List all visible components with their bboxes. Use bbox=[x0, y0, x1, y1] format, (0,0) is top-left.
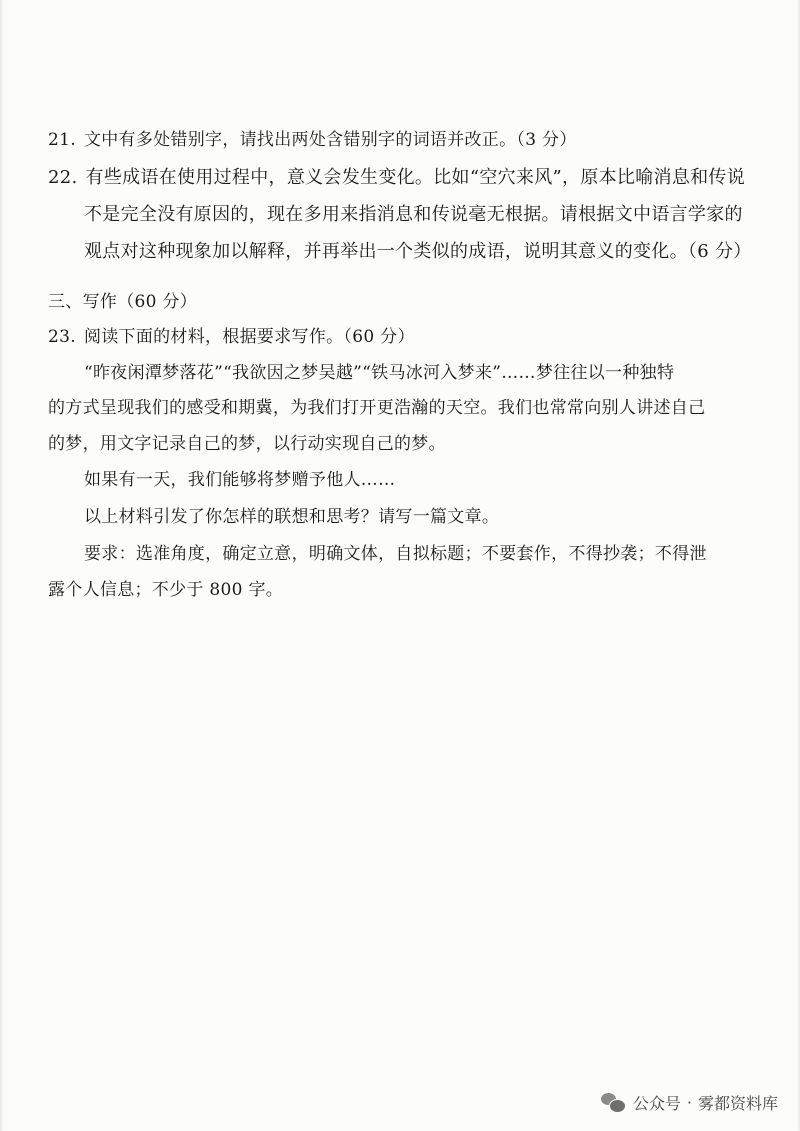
section-heading: 三、写作（60 分） bbox=[48, 292, 198, 312]
question-23 bbox=[48, 325, 415, 349]
question-22-line-3: 观点对这种现象加以解释，并再举出一个类似的成语，说明其意义的变化。（6 分） bbox=[84, 241, 752, 262]
question-text: 阅读下面的材料，根据要求写作。（60 分） bbox=[83, 327, 415, 347]
question-text: 有些成语在使用过程中，意义会发生变化。比如“空穴来风”，原本比喻消息和传说 bbox=[85, 167, 746, 188]
question-21 bbox=[48, 128, 577, 152]
wechat-icon bbox=[601, 1092, 625, 1112]
scan-edge-left bbox=[0, 0, 3, 1131]
requirements-line-1: 要求：选准角度，确定立意，明确文体，自拟标题；不要套作，不得抄袭；不得泄 bbox=[84, 544, 707, 564]
material-line-4: 如果有一天，我们能够将梦赠予他人…… bbox=[84, 470, 396, 490]
writing-task: 以上材料引发了你怎样的联想和思考？请写一篇文章。 bbox=[84, 507, 500, 527]
question-text: 文中有多处错别字，请找出两处含错别字的词语并改正。（3 分） bbox=[83, 130, 577, 150]
question-number: 21. bbox=[48, 130, 76, 150]
watermark bbox=[601, 1089, 778, 1115]
question-number: 23. bbox=[48, 327, 76, 347]
watermark-separator: · bbox=[686, 1092, 692, 1112]
question-22-line-2: 不是完全没有原因的，现在多用来指消息和传说毫无根据。请根据文中语言学家的 bbox=[84, 204, 743, 225]
watermark-account: 雾都资料库 bbox=[697, 1093, 778, 1113]
question-number: 22. bbox=[48, 167, 78, 188]
watermark-source: 公众号 bbox=[632, 1093, 681, 1113]
material-line-2: 的方式呈现我们的感受和期冀，为我们打开更浩瀚的天空。我们也常常向别人讲述自己 bbox=[48, 398, 706, 418]
question-22-line-1 bbox=[48, 166, 745, 190]
requirements-line-2: 露个人信息；不少于 800 字。 bbox=[48, 580, 284, 600]
material-line-1: “昨夜闲潭梦落花”“我欲因之梦吴越”“铁马冰河入梦来”……梦往往以一种独特 bbox=[84, 363, 675, 383]
material-line-3: 的梦，用文字记录自己的梦，以行动实现自己的梦。 bbox=[48, 434, 446, 454]
